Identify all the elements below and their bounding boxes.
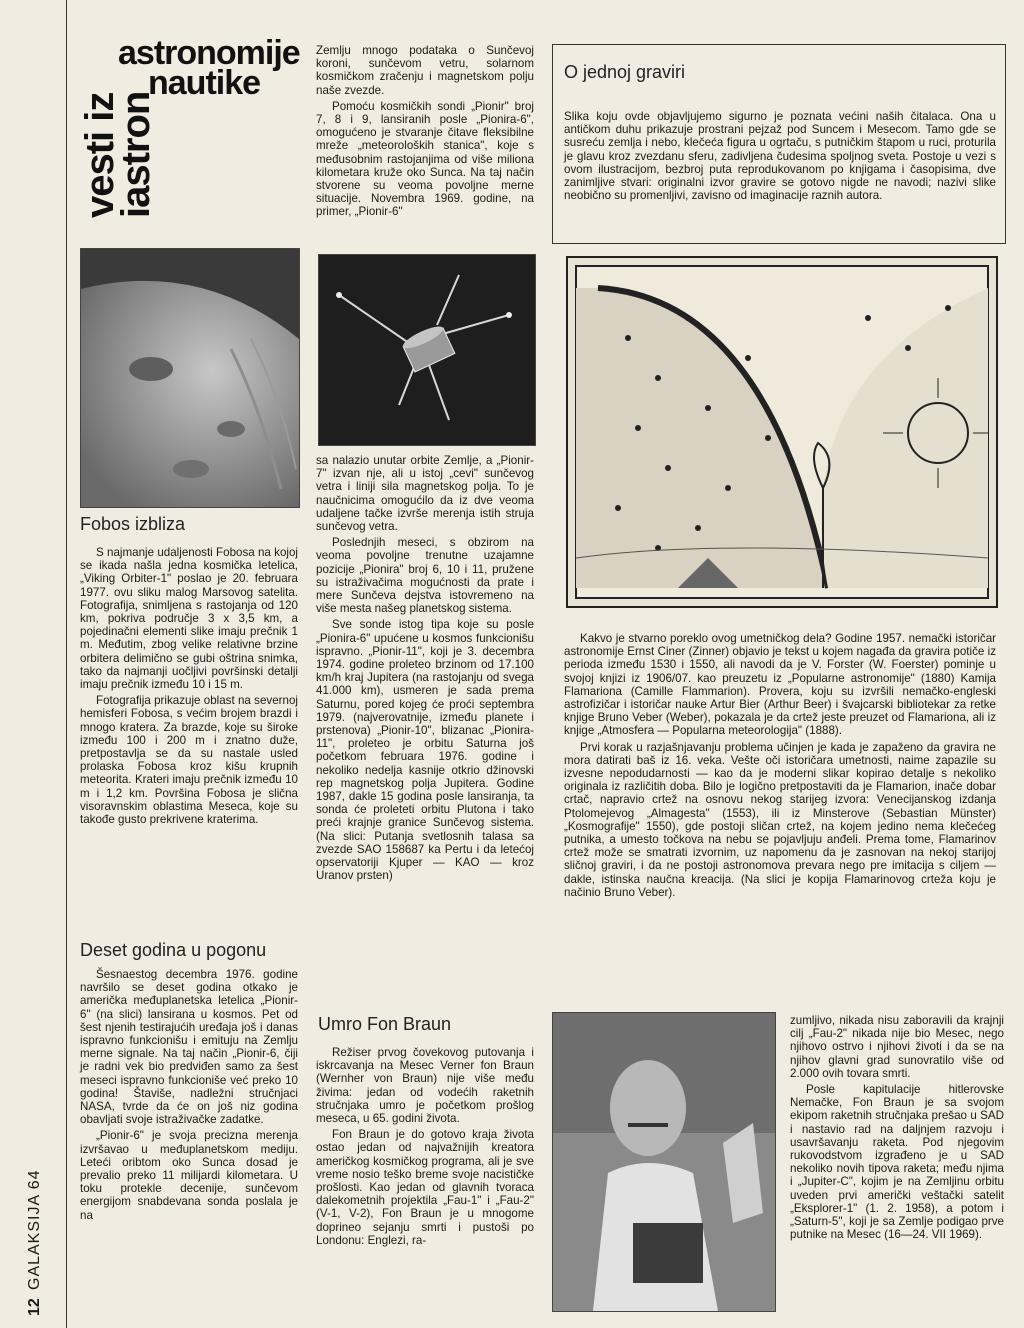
braun-paragraph: Posle kapitulacije hitlerovske Nemačke, Fon Braun je sa svojom ekipom raketnih stručnjaka prešao u SAD i nastavio rad na daljnjem razvoju i usavršavanju raketa. Pod njegovim rukovodstvom izgrađeno je u SAD nekoliko novih tipova raketa; među njima i „Jupiter-C", kojim je na Zemljinu orbitu uveden prvi američki veštački satelit „Eksplorer-1" (1. 2. 1958), a potom i „Saturn-5", koji je sa Zemlje podigao prve putnike na Mesec (16—24. VII 1969).: [790, 1083, 1004, 1242]
fobos-photo: [80, 248, 300, 508]
flammarion-engraving: [566, 256, 998, 608]
masthead-vertical-1: vesti iz: [78, 92, 122, 218]
deset-col2-bottom: [316, 454, 534, 886]
masthead-line-2: nautike: [148, 64, 261, 102]
von-braun-photo: [552, 1012, 776, 1312]
braun-col2: [316, 1046, 534, 1250]
gravira-body: [564, 632, 996, 902]
masthead-line-1: astronomije: [118, 34, 300, 72]
magazine-name: GALAKSIJA 64: [26, 1169, 43, 1290]
braun-col3: [790, 1014, 1004, 1244]
gravira-intro: Slika koju ovde objavljujemo sigurno je poznata većini naših čitalaca. Ona u antičkom duhu prikazuje prostrani pejzaž pod Suncem i Mesecom. Tamo gde se susreću zemlja i nebo, klečeća figura u ogrtaču, s putničkim štapom u ruci, proturila je glavu kroz zvezdanu sferu, zadivljena čudesima spoljnog sveta. Postoje u vezi s ovom ilustracijom, bezbroj puta reprodukovanom po knjigama i časopisima, dve zanimljive stvari: originalni izvor gravire se gotovo nigde ne navodi; nazivi slike neobično su promenljivi, zavisno od imaginacije raznih autora.: [564, 110, 996, 203]
deset-paragraph: Šesnaestog decembra 1976. godine navršilo se deset godina otkako je američka međuplanetska letelica „Pionir-6" (na slici) lansirana u kosmos. Pet od šest njenih testirajućih uređaja još i danas ispravno funkcionišu i emituju na Zemlju merne signale. Na taj način „Pionir-6, čiji je radni vek bio predviđen samo za šest meseci ispravno funkcioniše već preko 10 godina! Štaviše, nadležni stručnjaci NASA, tvrde da će on još niz godina obavljati svoje istraživačke zadatke.: [80, 968, 298, 1127]
deset-col2-paragraph: Zemlju mnogo podataka o Sunčevoj koroni, sunčevom vetru, solarnom kosmičkom zračenju i magnetskom polju naše zvezde.: [316, 44, 534, 97]
deset-body: [80, 968, 298, 1225]
gravira-paragraph: Prvi korak u razjašnjavanju problema učinjen je kada je zapaženo da gravira ne mora datirati baš iz 16. veka. Vešte oči istoričara umetnosti, naime zapazile su izvesne nepodudarnosti — kao da je moderni slikar kopirao detalje s nekoliko originala iz različitih doba. Bilo je logično pretpostaviti da je Flamarion, inače dobar crtač, napravio crtež na osnovu nekog starijeg izvora: Venecijanskog izdanja Ptolomejevog „Almagesta" (1553), ili iz Minsterove (Sebastian Münster) „Kosmografije" 1550), gde postoji sličan crtež, na kojem jedino nema klečećeg putnika, a umesto točkova na nebu se pojavljuju anđeli. Prema tome, Flamarinov crtež može se smatrati izvornim, uz napomenu da je zasnovan na nekoj starijoj sličnoj graviri, i da ne postoji astronomova prevara nego pre imitacija s ciljem — dakle, istinska naučna kreacija. (Na slici je kopija Flamarinovog crteža koju je načinio Bruno Veber).: [564, 740, 996, 899]
fobos-body: [80, 546, 298, 829]
deset-col2-paragraph: Sve sonde istog tipa koje su posle „Pionira-6" upućene u kosmos funkcionišu ispravno. „Pionir-11", koji je 3. decembra 1974. godine proleteo brzinom od 17.100 km/h kraj Jupitera (na rastojanju od svega 41.000 km), usmeren je sada prema Saturnu, pored kojeg će proći septembra 1979. (najverovatnije, između planete i prstenova) „Pionir-10", blizanac „Pionira-11", proleteo je orbitu Saturna još početkom februara 1976. godine i nekoliko nedelja kasnije otkrio džinovski rep magnetskog polja Jupitera. Godine 1987, dakle 15 godina posle lansiranja, ta sonda će proleteti orbitu Plutona i tako preći krajnje granice Sunčevog sistema. (Na slici: Putanja svetlosnih talasa sa zvezde SAO 158687 ka Pertu i da letećoj opservatoriji Kjuper — KAO — kroz Uranov prsten): [316, 618, 534, 883]
deset-title: Deset godina u pogonu: [80, 940, 267, 960]
page-fold: [0, 0, 62, 1328]
braun-paragraph: zumljivo, nikada nisu zaboravili da krajnji cilj „Fau-2" nikada nije bio Mesec, nego njihovo ostrvo i njihovi životi i da se na njihov glavni grad sunovratilo više od 2.000 ovih tovara smrti.: [790, 1014, 1004, 1080]
deset-col2-top: [316, 44, 534, 222]
deset-col2-paragraph: Pomoću kosmičkih sondi „Pionir" broj 7, 8 i 9, lansiranih posle „Pionira-6", omogućeno je stvaranje čitave fleksibilne mreže „meteoroloških stanica", koje s međusobnim rastojanjima od više miliona kilometara kruže oko Sunca. Na taj način stvorene su veoma povoljne merne situacije. Novembra 1969. godine, na primer, „Pionir-6": [316, 99, 534, 219]
masthead-vertical-2: iastron: [114, 91, 158, 218]
gravira-paragraph: Kakvo je stvarno poreklo ovog umetničkog dela? Godine 1957. nemački istoričar astronomije Ernst Ciner (Zinner) objavio je tekst u kojem nagađa da gravira potiče iz perioda između 1530 i 1550, ali navodi da je V. Forster (W. Foerster) pominje u svojoj knjizi iz 1906/07. kao preuzetu iz „Popularne astronomije" (1880) Kamija Flamariona (Camille Flammarion). Provera, koju su izvršili nemačko-engleski astrofizičar i istoričar nauke Artur Bier (Arthur Beer) i švajcarski bibliotekar za retke knjige Bruno Veber (Weber), pokazala je da crtež jeste preuzet od Flamariona, ali iz knjige „Atmosfera — Popularna meteorologija" (1888).: [564, 632, 996, 738]
braun-title: Umro Fon Braun: [318, 1014, 452, 1034]
braun-paragraph: Režiser prvog čovekovog putovanja i iskrcavanja na Mesec Verner fon Braun (Wernher von Braun) nije više među živima: jedan od vodećih raketnih stručnjaka umro je početkom prošlog meseca, u 65. godini života.: [316, 1046, 534, 1126]
fobos-paragraph: S najmanje udaljenosti Fobosa na kojoj se ikada našla jedna kosmička letelica, „Viking Orbiter-1" poslao je 20. februara 1977. ovu sliku malog Marsovog satelita. Fotografija, snimljena s rastojanja od 120 km, pokriva područje 3 x 3,5 km, a pojedinačni elementi slike imaju prečnik 1 m. Međutim, zbog velike relativne brzine orbitera delimično se gubi oštrina snimka, tako da najmanji uočljivi površinski detalji imaju prečnik između 10 i 15 m.: [80, 546, 298, 692]
page-number: 12: [26, 1298, 43, 1316]
page-margin-rule: [66, 0, 67, 1328]
pioneer-photo: [318, 254, 536, 446]
fobos-title: Fobos izbliza: [80, 514, 186, 534]
deset-col2-paragraph: Poslednjih meseci, s obzirom na veoma povoljne trenutne uzajamne pozicije „Pionira" broj 6, 10 i 11, pružene su istraživačima mogućnosti da prate i mere Sunčeva dejstva istovremeno na više mesta našeg planetskog sistema.: [316, 536, 534, 616]
fobos-paragraph: Fotografija prikazuje oblast na severnoj hemisferi Fobosa, s većim brojem brazdi i mnogo kratera. Za brazde, koje su široke između 100 i 200 m i znatno duže, pretpostavlja se da su nastale usled prolaska Fobosa kroz kišu krupnih meteorita. Krateri imaju prečnik između 10 m i 1,2 km. Površina Fobosa je slična visoravnskim oblastima Meseca, koje su takođe gusto prekrivene kraterima.: [80, 694, 298, 827]
braun-paragraph: Fon Braun je do gotovo kraja života ostao jedan od najvažnijih kreatora američkog kosmičkog programa, ali je sve vreme nosio teško breme svoje nacističke prošlosti. Kao jedan od glavnih tvoraca dalekometnih projektila „Fau-1" i „Fau-2" (V-1, V-2), Fon Braun je u mnogome doprineo sejanju smrti i pustoši po Londonu: Englezi, ra-: [316, 1128, 534, 1247]
deset-col2-paragraph: sa nalazio unutar orbite Zemlje, a „Pionir-7" izvan nje, ali u istoj „cevi" sunčevog vetra i liniji sila magnetskog polja. To je naučnicima omogućilo da iz dve veoma udaljene tačke izvrše merenja istih struja sunčevog vetra.: [316, 454, 534, 534]
deset-paragraph: „Pionir-6" je svoja precizna merenja izvršavao u međuplanetskom mediju. Leteći oribtom oko Sunca dosad je prevalio preko 11 milijardi kilometara. U toku proteklе decenije, sunčevom energijom snabdevana sonda poslala je na: [80, 1129, 298, 1222]
gravira-title: O jednoj graviri: [564, 62, 686, 82]
masthead: [78, 18, 308, 238]
